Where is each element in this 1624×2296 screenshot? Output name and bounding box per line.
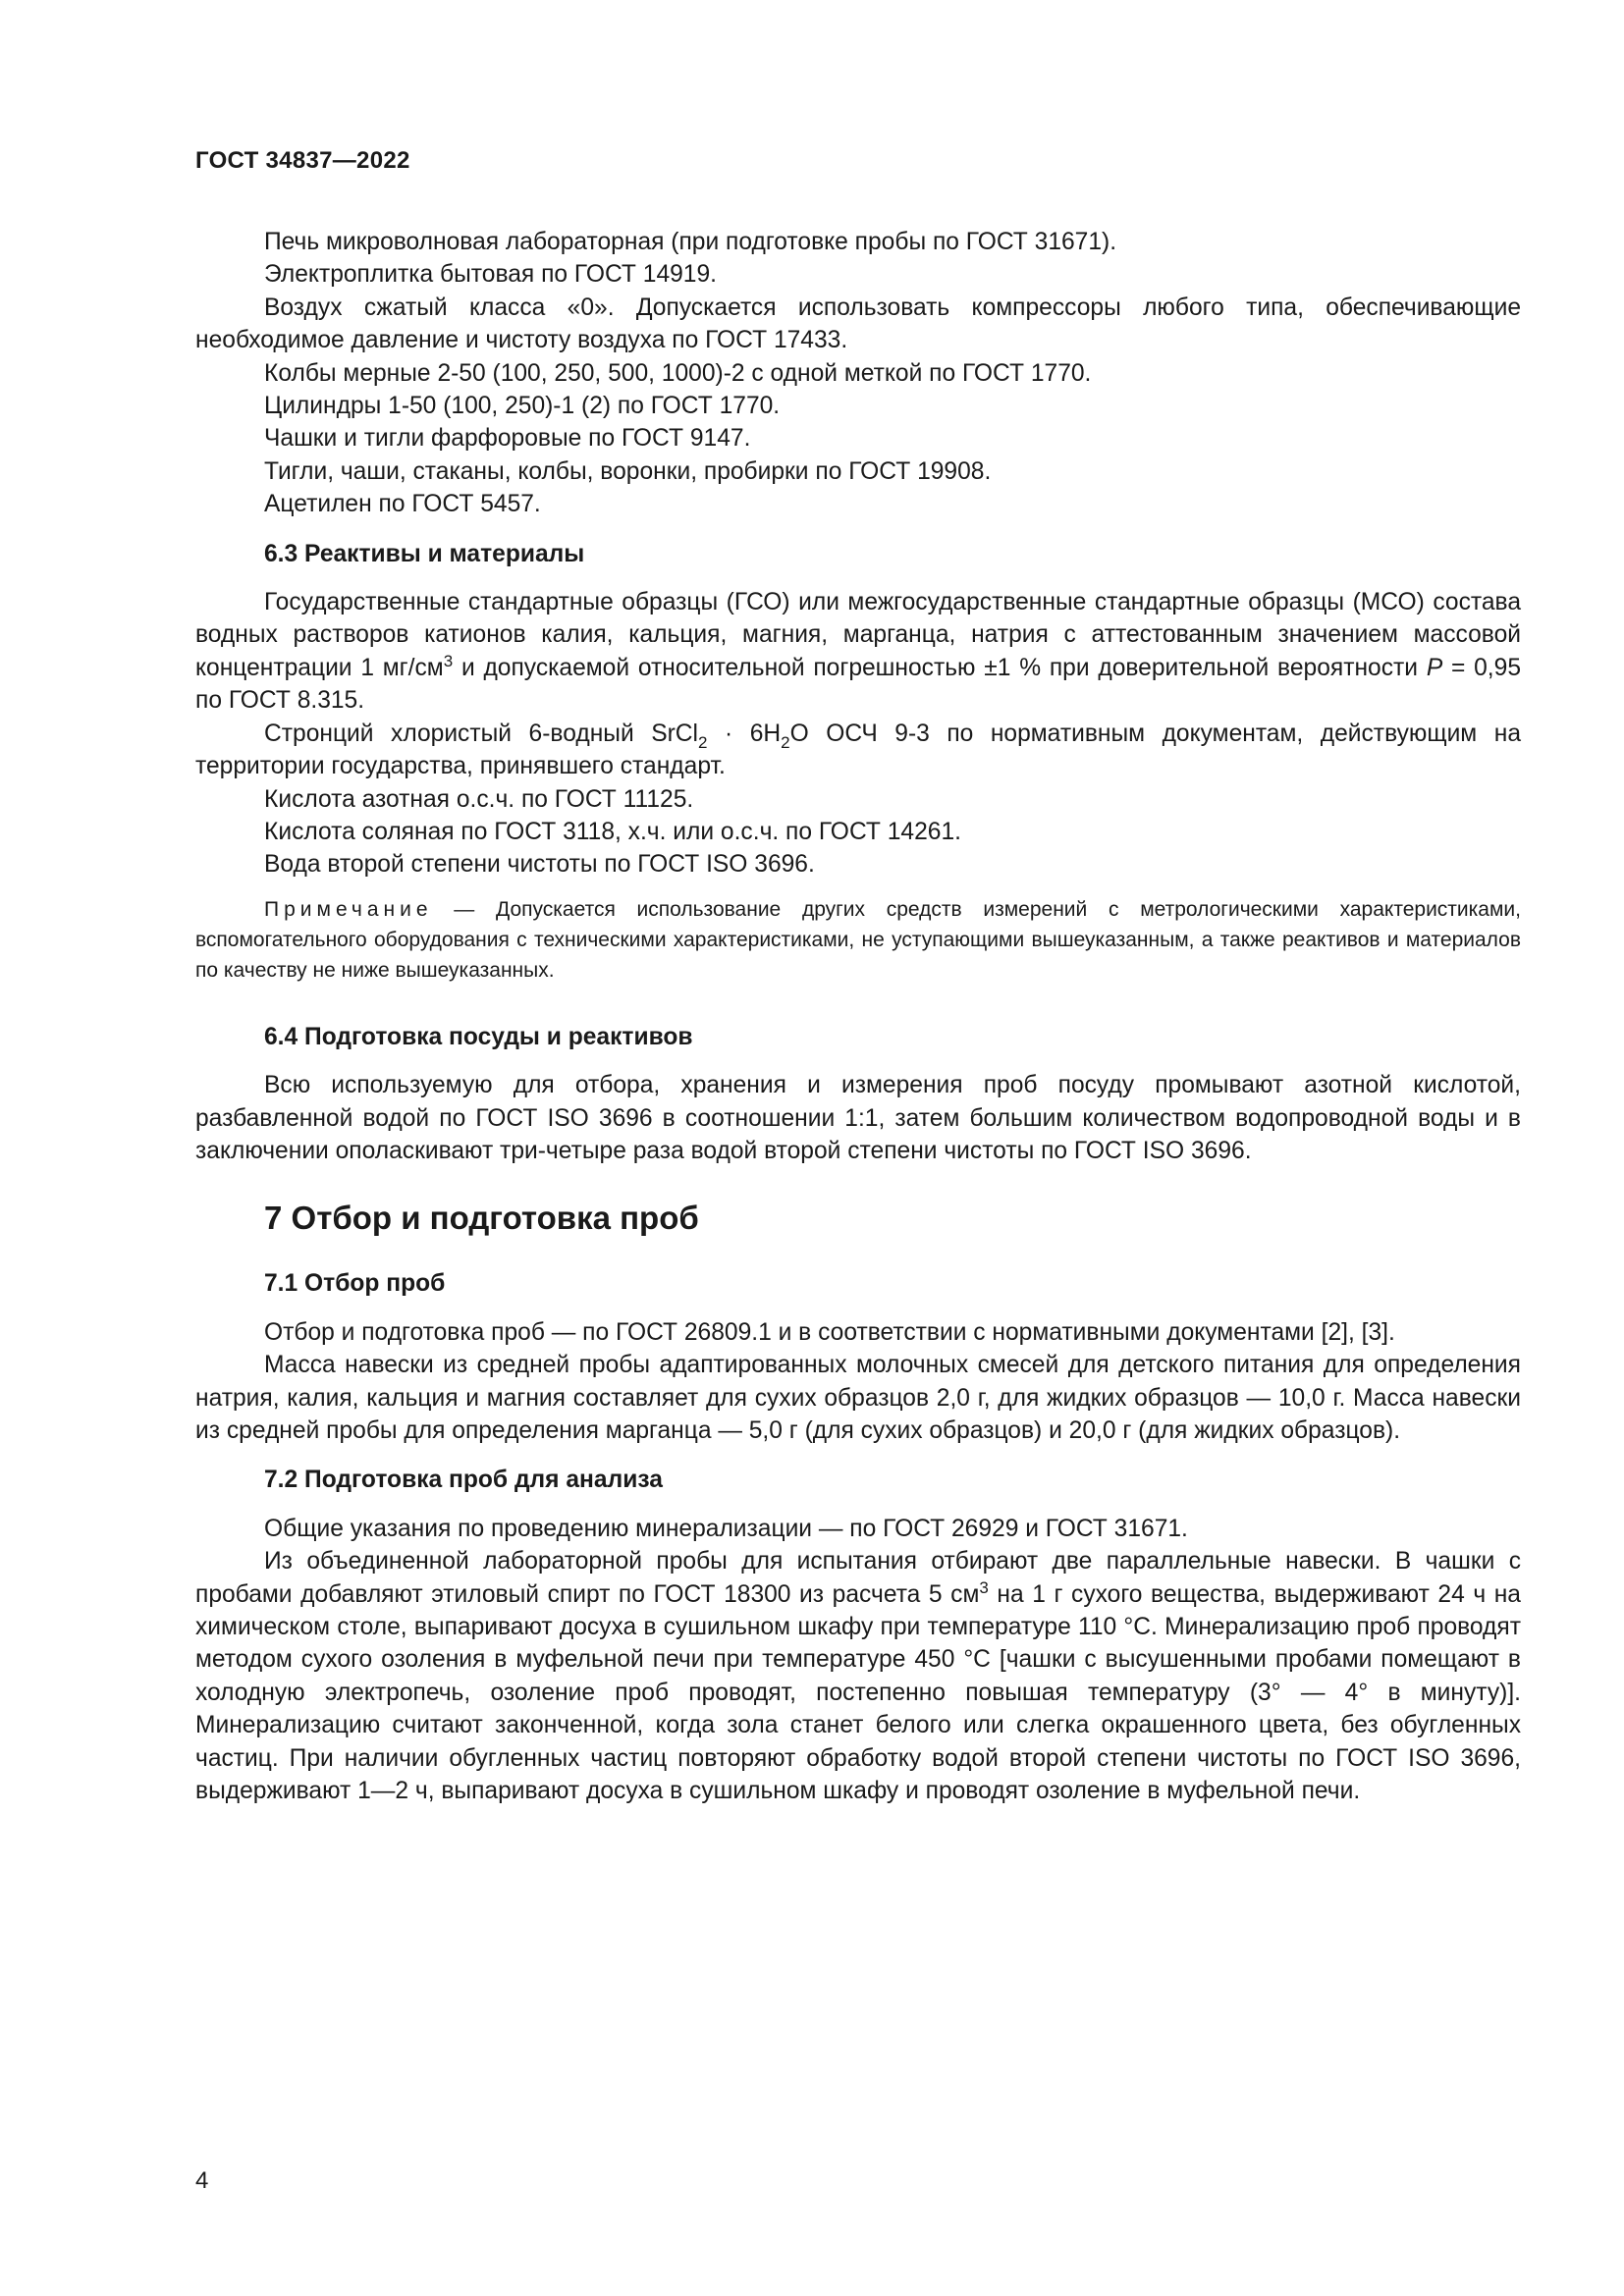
- equipment-line: Ацетилен по ГОСТ 5457.: [264, 491, 541, 518]
- equipment-line: Электроплитка бытовая по ГОСТ 14919.: [264, 261, 717, 289]
- equipment-line: Печь микроволновая лабораторная (при подготовке пробы по ГОСТ 31671).: [264, 229, 1117, 255]
- section-7-1-paragraph-2: Масса навески из средней пробы адаптированных молочных смесей для детского питания для определения натрия, калия, кальция и магния составляет для сухих образцов 2,0 г, для жидких образцов — 10,0 г. Масса навески из средней пробы для определения марганца — 5,0 г (для сухих образцов) и 20,0 г (для жидких образцов).: [195, 1352, 1521, 1444]
- equipment-line: Колбы мерные 2-50 (100, 250, 500, 1000)-2 с одной меткой по ГОСТ 1770.: [264, 359, 1092, 387]
- section-6-3-paragraph-5: Вода второй степени чистоты по ГОСТ ISO 3696.: [264, 851, 815, 879]
- page-number: 4: [195, 2167, 209, 2194]
- document-body: [195, 226, 1521, 1807]
- section-7-2-paragraph-2: Из объединенной лабораторной пробы для испытания отбирают две параллельные навески. В чашки с пробами добавляют этиловый спирт по ГОСТ 18300 из расчета 5 $см^3$ на 1 г сухого вещества, выдерживают 24 ч на химическом столе, выпаривают досуха в сушильном шкафу при температуре 110 °С. Минерализацию проб проводят методом сухого озоления в муфельной печи при температуре 450 °С [чашки с высушенными пробами помещают в холодную электропечь, озоление проб проводят, постепенно повышая температуру (3° — 4° в минуту)]. Минерализацию считают законченной, когда зола станет белого или слегка окрашенного цвета, без обугленных частиц. При наличии обугленных частиц повторяют обработку водой второй степени чистоты по ГОСТ ISO 3696, выдерживают 1—2 ч, выпаривают досуха в сушильном шкафу и проводят озоление в муфельной печи.: [195, 1548, 1521, 1805]
- section-6-4-paragraph-1: Всю используемую для отбора, хранения и измерения проб посуду промывают азотной кислотой, разбавленной водой по ГОСТ ISO 3696 в соотношении 1:1, затем большим количеством водопроводной воды и в заключении ополаскивают три-четыре раза водой второй степени чистоты по ГОСТ ISO 3696.: [195, 1072, 1521, 1164]
- section-6-4-heading: 6.4 Подготовка посуды и реактивов: [264, 1023, 693, 1050]
- section-7-1-paragraph-1: Отбор и подготовка проб — по ГОСТ 26809.1 и в соответствии с нормативными документами [2], [3].: [264, 1318, 1395, 1346]
- section-7-2-paragraph-1: Общие указания по проведению минерализации — по ГОСТ 26929 и ГОСТ 31671.: [264, 1515, 1188, 1542]
- equipment-line: Тигли, чаши, стаканы, колбы, воронки, пробирки по ГОСТ 19908.: [264, 457, 992, 485]
- equipment-line: Воздух сжатый класса «0». Допускается использовать компрессоры любого типа, обеспечивающие необходимое давление и чистоту воздуха по ГОСТ 17433.: [195, 294, 1521, 354]
- note-text: — Допускается использование других средств измерений с метрологическими характеристиками, вспомогательного оборудования с техническими характеристиками, не уступающими вышеуказанным, а также реактивов и материалов по качеству не ниже вышеуказанных.: [195, 897, 1521, 982]
- section-6-3-paragraph-3: Кислота азотная о.с.ч. по ГОСТ 11125.: [264, 785, 694, 813]
- section-7-2-heading: 7.2 Подготовка проб для анализа: [264, 1467, 663, 1494]
- section-7-heading: 7 Отбор и подготовка проб: [264, 1200, 699, 1237]
- equipment-line: Чашки и тигли фарфоровые по ГОСТ 9147.: [264, 425, 751, 453]
- equipment-line: Цилиндры 1-50 (100, 250)-1 (2) по ГОСТ 1770.: [264, 393, 781, 420]
- section-6-3-paragraph-4: Кислота соляная по ГОСТ 3118, х.ч. или о.с.ч. по ГОСТ 14261.: [264, 818, 961, 845]
- note-label: Примечание: [264, 897, 433, 921]
- section-6-3-paragraph-1: Государственные стандартные образцы (ГСО) или межгосударственные стандартные образцы (МСО) состава водных растворов катионов калия, кальция, магния, марганца, натрия с аттестованным значением массовой концентрации 1 $мг/см^3$ и допускаемой относительной погрешностью ±1 % при доверительной вероятности P = 0,95 по ГОСТ 8.315.: [195, 589, 1521, 715]
- note: [195, 894, 1521, 986]
- section-7-1-heading: 7.1 Отбор проб: [264, 1270, 446, 1298]
- section-6-3-paragraph-2: Стронций хлористый 6-водный SrCl$_2$ · $6H_2O$ ОСЧ 9-3 по нормативным документам, действующим на территории государства, принявшего стандарт.: [195, 720, 1521, 780]
- section-6-3-heading: 6.3 Реактивы и материалы: [264, 540, 585, 567]
- document-header: ГОСТ 34837—2022: [195, 147, 410, 174]
